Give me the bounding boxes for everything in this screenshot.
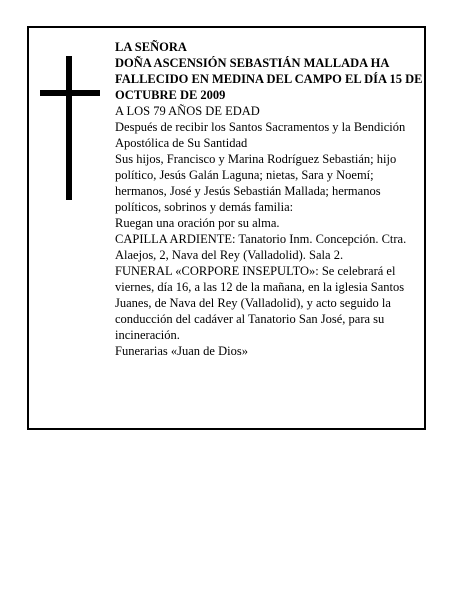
funeral-info: FUNERAL «CORPORE INSEPULTO»: Se celebrará el viernes, día 16, a las 12 de la mañana, en la iglesia Santos Juanes, de Nava del Rey (Valladolid), y acto seguido la conducción del cadáver al Tanatorio San José, para su incineración.: [115, 264, 405, 342]
sacraments-line: Después de recibir los Santos Sacramentos y la Bendición Apostólica de Su Santidad: [115, 120, 406, 150]
deceased-announcement: DOÑA ASCENSIÓN SEBASTIÁN MALLADA HA FALLECIDO EN MEDINA DEL CAMPO EL DÍA 15 DE OCTUBRE DE 2009: [115, 56, 423, 102]
prayer-request: Ruegan una oración por su alma.: [115, 216, 280, 230]
family-list: Sus hijos, Francisco y Marina Rodríguez Sebastián; hijo político, Jesús Galán Laguna; nietas, Sara y Noemí; hermanos, José y Jesús Sebastián Mallada; hermanos políticos, sobrinos y demás familia:: [115, 152, 397, 214]
cross-icon: [40, 56, 100, 200]
obituary-notice: [27, 26, 426, 430]
chapel-info: CAPILLA ARDIENTE: Tanatorio Inm. Concepción. Ctra. Alaejos, 2, Nava del Rey (Valladolid). Sala 2.: [115, 232, 407, 262]
cross-horizontal-bar: [40, 90, 100, 96]
funeral-home: Funerarias «Juan de Dios»: [115, 344, 248, 358]
age-line: A LOS 79 AÑOS DE EDAD: [115, 104, 260, 118]
cross-vertical-bar: [66, 56, 72, 200]
notice-heading: LA SEÑORA: [115, 40, 187, 54]
notice-text: [115, 39, 427, 359]
